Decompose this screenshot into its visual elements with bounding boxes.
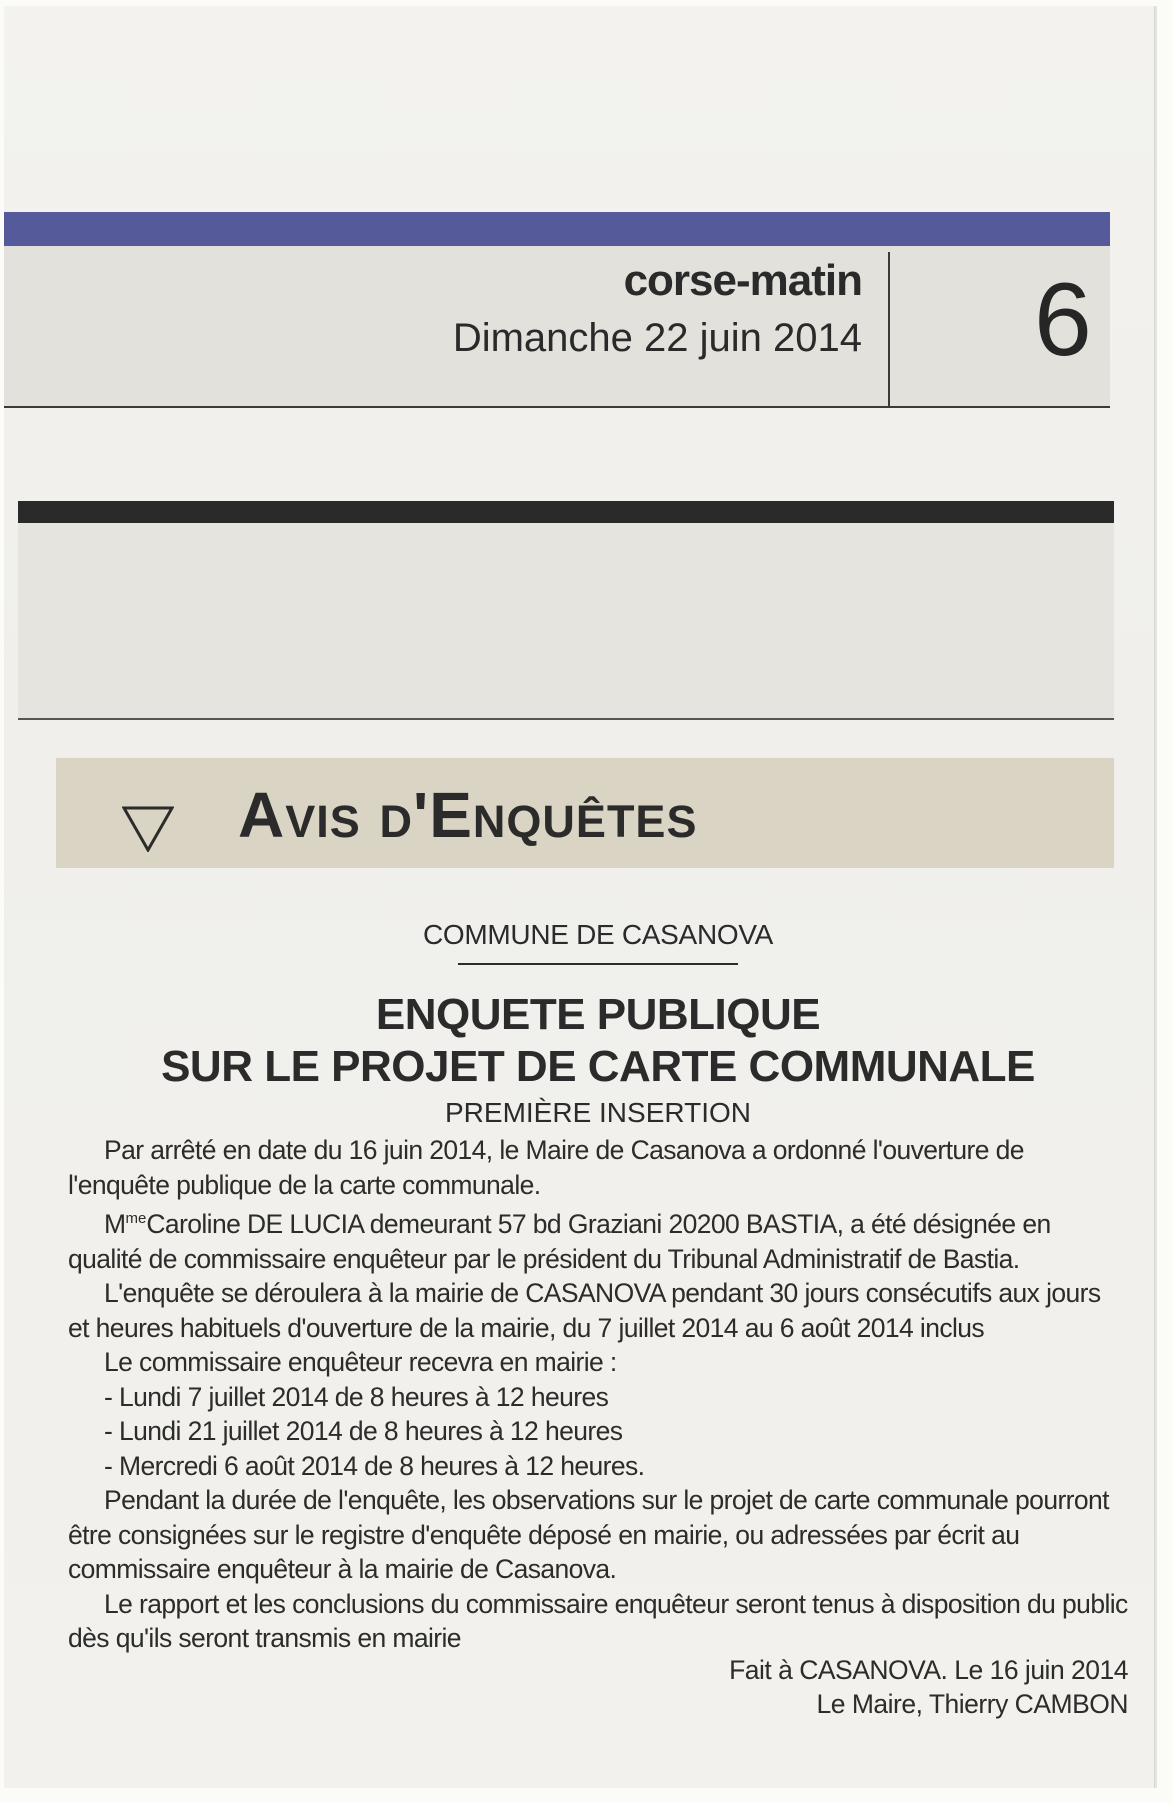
masthead-blue-rule: [4, 212, 1110, 246]
schedule-item: - Lundi 7 juillet 2014 de 8 heures à 12 heures: [104, 1381, 609, 1412]
paragraph-reception: Le commissaire enquêteur recevra en mairie :: [104, 1347, 617, 1377]
newspaper-clipping: [4, 6, 1155, 1788]
title-superscript: me: [125, 1210, 147, 1227]
section-title: Avis d'Enquêtes: [238, 779, 698, 851]
page-number: 6: [1034, 262, 1092, 378]
signature-mayor: Le Maire, Thierry CAMBON: [816, 1689, 1128, 1719]
notice-commune: COMMUNE DE CASANOVA: [422, 919, 774, 950]
paragraph-decree: Par arrêté en date du 16 juin 2014, le Maire de Casanova a ordonné l'ouverture de l'enquête publique de la carte communale.: [68, 1135, 1024, 1200]
schedule-item: - Lundi 21 juillet 2014 de 8 heures à 12 heures: [104, 1416, 623, 1446]
notice-headline: [68, 989, 1128, 1093]
paragraph-schedule-period: L'enquête se déroulera à la mairie de CASANOVA pendant 30 jours consécutifs aux jours et heures habituels d'ouverture de la mairie, du 7 juillet 2014 au 6 août 2014 inclus: [68, 1278, 1101, 1343]
paragraph-observations: Pendant la durée de l'enquête, les observations sur le projet de carte communale pourront être consignées sur le registre d'enquête déposé en mairie, ou adressées par écrit au commissaire enquêteur à la mairie de Casanova.: [68, 1485, 1109, 1584]
headline-line-2: SUR LE PROJET DE CARTE COMMUNALE: [161, 1042, 1035, 1091]
notice-body: [68, 1133, 1128, 1656]
headline-line-1: ENQUETE PUBLIQUE: [375, 990, 821, 1039]
faded-band-rule: [18, 718, 1114, 720]
section-black-rule: [18, 501, 1114, 523]
signature-place-date: Fait à CASANOVA. Le 16 juin 2014: [729, 1655, 1128, 1685]
issue-date: Dimanche 22 juin 2014: [452, 316, 862, 360]
newspaper-name: corse-matin: [623, 256, 862, 305]
commissioner-text: Caroline DE LUCIA demeurant 57 bd Graziani 20200 BASTIA, a été désignée en qualité de commissaire enquêteur par le président du Tribunal Administratif de Bastia.: [68, 1209, 1051, 1274]
schedule-item: - Mercredi 6 août 2014 de 8 heures à 12 heures.: [104, 1450, 645, 1481]
title-prefix: M: [104, 1209, 126, 1239]
paragraph-report: Le rapport et les conclusions du commissaire enquêteur seront tenus à disposition du public dès qu'ils seront transmis en mairie: [68, 1588, 1128, 1653]
paragraph-commissioner: [68, 1202, 1128, 1276]
insertion-label: PREMIÈRE INSERTION: [445, 1097, 751, 1128]
faded-band: [18, 523, 1114, 718]
commune-underline: [458, 963, 738, 965]
masthead-bottom-rule: [4, 406, 1110, 408]
masthead-divider: [888, 252, 890, 406]
